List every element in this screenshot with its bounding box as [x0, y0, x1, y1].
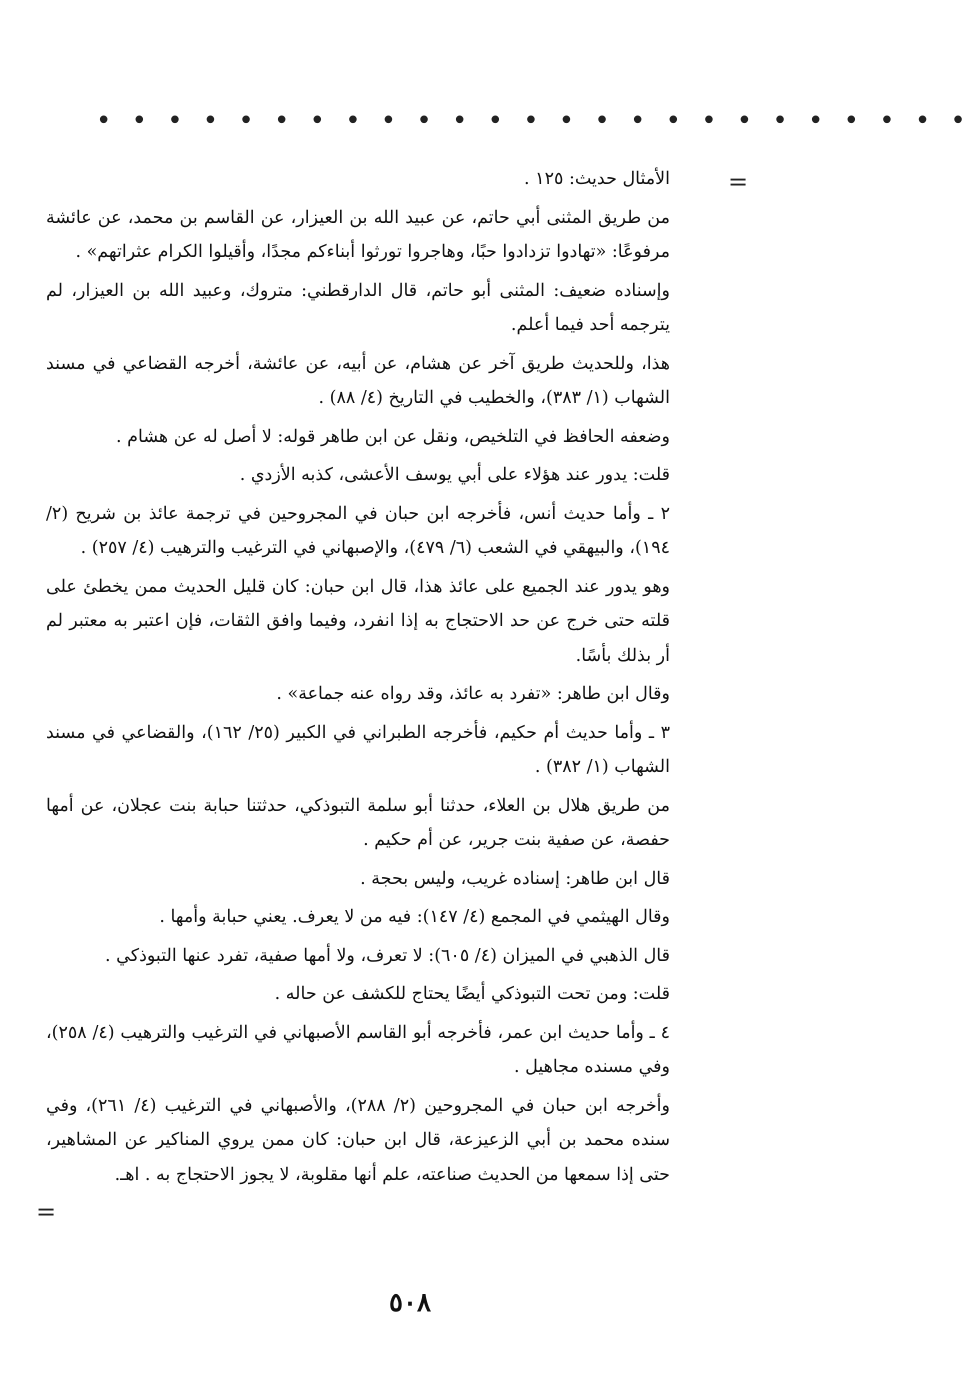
paragraph: وهو يدور عند الجميع على عائذ هذا، قال ابن حبان: كان قليل الحديث ممن يخطئ على قلته حتى خرج عن حد الاحتجاج به إذا انفرد، وفيما وافق الثقات، فإن اعتبر به معتبر لم أر بذلك بأسًا.	[46, 576, 670, 666]
paragraph: ٢ ـ وأما حديث أنس، فأخرجه ابن حبان في المجروحين في ترجمة عائذ بن شريح (٢/ ١٩٤)، والبيهقي في الشعب (٦/ ٤٧٩)، والإصبهاني في الترغيب والترهيب (٤/ ٢٥٧) .	[46, 503, 670, 558]
paragraph: قلت: ومن تحت التبوذكي أيضًا يحتاج للكشف عن حاله .	[274, 984, 670, 1004]
paragraph: ٤ ـ وأما حديث ابن عمر، فأخرجه أبو القاسم الأصبهاني في الترغيب والترهيب (٤/ ٢٥٨)، وفي مسنده مجاهيل .	[46, 1022, 670, 1077]
paragraph: من طريق المثنى أبي حاتم، عن عبيد الله بن العيزار، عن القاسم بن محمد، عن عائشة مرفوعًا: «تهادوا تزدادوا حبًا، وهاجروا تورثوا أبناءكم مجدًا، وأقيلوا الكرام عثراتهم» .	[46, 207, 670, 262]
margin-mark-top: =	[728, 168, 749, 196]
paragraph: قال ابن طاهر: إسناده غريب، وليس بحجة .	[360, 868, 670, 889]
top-dotted-rule: • • • • • • • • • • • • • • • • • • • • • • • • •	[96, 106, 972, 136]
paragraph: من طريق هلال بن العلاء، حدثنا أبو سلمة التبوذكي، حدثتنا حبابة بنت عجلان، عن أمها حفصة، عن صفية بنت جرير، عن أم حكيم .	[46, 795, 670, 850]
paragraph: وإسناده ضعيف: المثنى أبو حاتم، قال الدارقطني: متروك، وعبيد الله بن العيزار، لم يترجمه أحد فيما أعلم.	[46, 280, 670, 335]
paragraph: وأخرجه ابن حبان في المجروحين (٢/ ٢٨٨)، والأصبهاني في الترغيب (٤/ ٢٦١)، وفي سنده محمد بن أبي الزعيزعة، قال ابن حبان: كان ممن يروي المناكير عن المشاهير، حتى إذا سمعها من الحديث صناعته، علم أنها مقلوبة، لا يجوز الاحتجاج به . اهـ.	[46, 1095, 670, 1185]
paragraph: هذا، وللحديث طريق آخر عن هشام، عن أبيه، عن عائشة، أخرجه القضاعي في مسند الشهاب (١/ ٣٨٣)، والخطيب في التاريخ (٤/ ٨٨) .	[46, 353, 670, 408]
paragraph: ٣ ـ وأما حديث أم حكيم، فأخرجه الطبراني في الكبير (٢٥/ ١٦٢)، والقضاعي في مسند الشهاب (١/ ٣٨٢) .	[46, 722, 670, 777]
page-number: ٥٠٨	[389, 1288, 431, 1318]
paragraph: الأمثال حديث: ١٢٥ .	[524, 169, 670, 189]
margin-mark-bottom: =	[36, 1198, 57, 1226]
paragraph: وضعفه الحافظ في التلخيص، ونقل عن ابن طاهر قوله: لا أصل له عن هشام .	[116, 426, 670, 447]
paragraph: قلت: يدور عند هؤلاء على أبي يوسف الأعشى، كذبه الأزدي .	[239, 465, 670, 485]
paragraph: وقال ابن طاهر: «تفرد به عائذ، وقد رواه عنه جماعة» .	[276, 684, 670, 704]
paragraph: وقال الهيثمي في المجمع (٤/ ١٤٧): فيه من لا يعرف. يعني حبابة وأمها .	[159, 907, 670, 927]
paragraph: قال الذهبي في الميزان (٤/ ٦٠٥): لا تعرف، ولا أمها صفية، تفرد عنها التبوذكي .	[105, 945, 670, 966]
page-body	[46, 162, 670, 1196]
